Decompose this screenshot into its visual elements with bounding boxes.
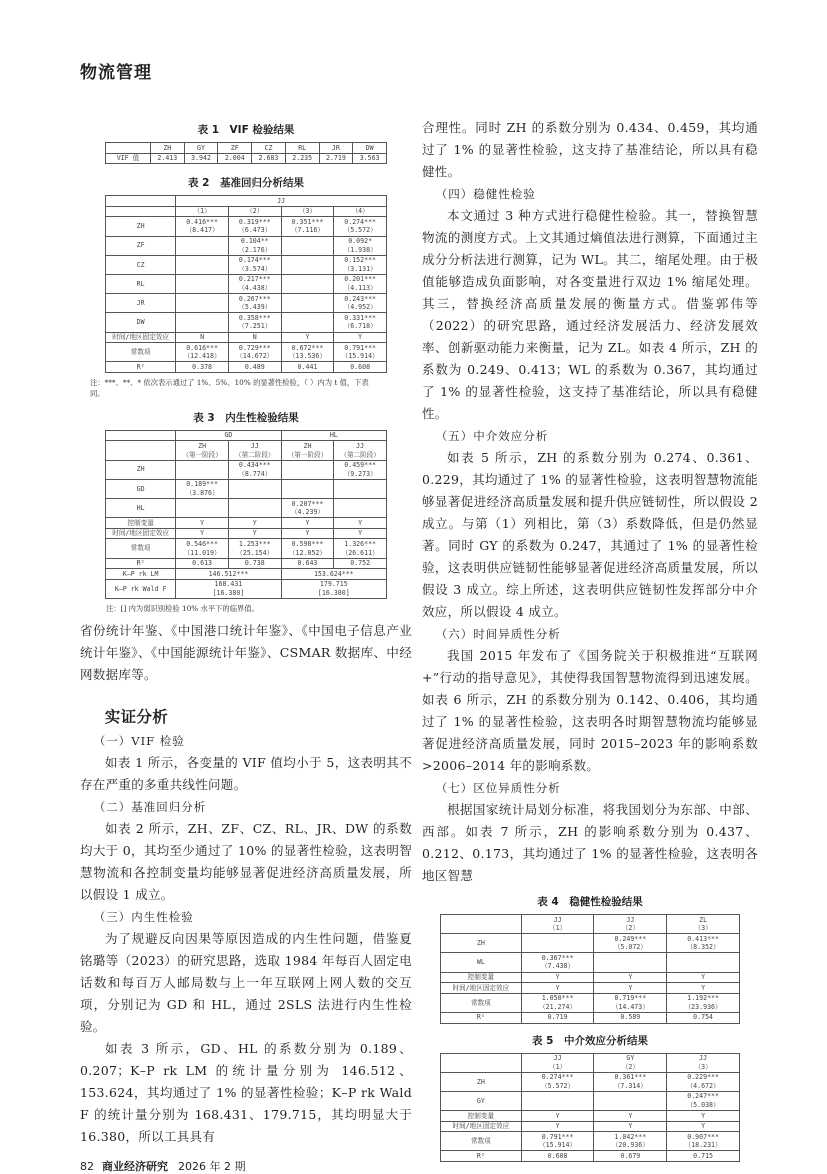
table-cell: ZF (218, 143, 252, 154)
table-row (106, 313, 387, 332)
row-label: R² (441, 1151, 522, 1162)
table-row (106, 430, 387, 441)
table-cell (521, 934, 594, 953)
row-label: R² (106, 362, 176, 373)
row-label: R² (106, 558, 176, 569)
paragraph-mediation: 如表 5 所示，ZH 的系数分别为 0.274、0.361、0.229，其均通过了 1% 的显著性检验，这表明智慧物流能够显著促进经济高质量发展和提升供应链韧性，所以假设 2 成立。与第（1）列相比，第（3）系数降低，但是仍然显著。同时 GY 的系数为 0.247，其通过了 1% 的显著性检验，这表明供应链韧性能够显著促进经济高质量发展，所以假设 3 成立。综上所述，这表明供应链韧性发挥部分中介效应，所以假设 4 成立。 (422, 450, 758, 619)
table-cell: 0.189*** （3.876） (176, 479, 229, 498)
table-row (106, 332, 387, 343)
table-cell (281, 460, 334, 479)
row-label (106, 196, 176, 207)
table-cell: Y (281, 332, 334, 343)
table-cell: Y (228, 528, 281, 539)
table-cell: JJ （第二阶段） (228, 441, 281, 460)
table-cell: 0.247*** （5.038） (667, 1091, 740, 1110)
table-cell: 0.267*** （5.439） (228, 294, 281, 313)
paragraph-time-heterogeneity: 我国 2015 年发布了《国务院关于积极推进“互联网+”行动的指导意见》，其使得我国智慧物流得到迅速发展。如表 6 所示，ZH 的系数分别为 0.142、0.406，其均通过了 1% 的显著性检验，这表明各时期智慧物流均能够显著促进经济高质量发展，同时 2015–2023 年的影响系数 >2006–2014 年的影响系数。 (422, 648, 758, 773)
row-label: HL (106, 499, 176, 518)
row-label: 时间/地区固定效应 (441, 1121, 522, 1132)
table-row (106, 539, 387, 558)
table-4-title: 表 4 稳健性检验结果 (537, 896, 643, 908)
table-cell: Y (594, 972, 667, 983)
table-cell: 0.378 (176, 362, 229, 373)
paragraph-robustness: 本文通过 3 种方式进行稳健性检验。其一，替换智慧物流的测度方式。上文其通过熵值法进行测算，下面通过主成分分析法进行测算，记为 WL。其二，缩尾处理。由于极值能够造成负面影响，对各变量进行双边 1% 缩尾处理。其三，替换经济高质量发展的衡量方式。借鉴郭伟等（2022）的研究思路，通过经济发展活力、经济发展效率、创新驱动能力来衡量，记为 ZL。如表 4 所示，ZH 的系数为 0.249、0.413；WL 的系数为 0.367，其均通过了 1% 的显著性检验，这支持了基准结论，所以具有稳健性。 (422, 208, 758, 421)
table-cell: 2.235 (285, 153, 319, 164)
table-cell: 0.907*** （18.231） (667, 1132, 740, 1151)
table-cell: 0.752 (334, 558, 387, 569)
row-label (106, 206, 176, 217)
table-cell: ZH (150, 143, 184, 154)
table-1-title: 表 1 VIF 检验结果 (197, 124, 295, 136)
table-cell (281, 313, 334, 332)
table-cell: 0.367*** （7.438） (521, 953, 594, 972)
page-footer (80, 1160, 412, 1174)
table-cell: 153.624*** (281, 569, 386, 580)
table-row (106, 558, 387, 569)
table-cell (281, 236, 334, 255)
table-3-title: 表 3 内生性检验结果 (193, 411, 299, 424)
table-row (441, 1053, 740, 1072)
table-cell (594, 1091, 667, 1110)
row-label: 时间/地区固定效应 (106, 332, 176, 343)
table-row (441, 1111, 740, 1122)
table-cell: 0.274*** （5.572） (521, 1072, 594, 1091)
table-cell: 1.253*** （25.154） (228, 539, 281, 558)
table-cell: Y (334, 528, 387, 539)
table-cell (281, 274, 334, 293)
table-row (106, 294, 387, 313)
table-cell: Y (334, 518, 387, 529)
table-5-title: 表 5 中介效应分析结果 (532, 1034, 648, 1047)
table-cell (228, 499, 281, 518)
table-cell: 0.459*** （9.273） (334, 460, 387, 479)
table-cell (667, 953, 740, 972)
table-cell: 2.004 (218, 153, 252, 164)
table-cell: 0.351*** （7.116） (281, 217, 334, 236)
row-label (106, 143, 151, 154)
table-cell: 0.791*** （15.914） (334, 343, 387, 362)
table-cell: RL (285, 143, 319, 154)
row-label: ZH (441, 934, 522, 953)
table-cell: 0.608 (521, 1151, 594, 1162)
table-cell (176, 255, 229, 274)
table-cell: 0.331*** （6.718） (334, 313, 387, 332)
table-cell: 0.358*** （7.251） (228, 313, 281, 332)
table-cell: 3.942 (184, 153, 218, 164)
table-cell: Y (521, 1111, 594, 1122)
table-row (106, 196, 387, 207)
table-cell: 0.104** （2.176） (228, 236, 281, 255)
table-cell: 0.791*** （15.914） (521, 1132, 594, 1151)
table-cell: 179.715 [16.380] (281, 579, 386, 598)
table-cell: Y (334, 332, 387, 343)
table-cell: 3.563 (353, 153, 387, 164)
table-cell: 0.729*** （14.672） (228, 343, 281, 362)
table-cell: 0.092* （1.938） (334, 236, 387, 255)
table-cell: 0.489 (228, 362, 281, 373)
table-cell: JJ (176, 196, 387, 207)
table-cell: Y (594, 1121, 667, 1132)
row-label: 时间/地区固定效应 (106, 528, 176, 539)
row-label: ZH (106, 460, 176, 479)
right-column (422, 117, 758, 1162)
table-row (106, 153, 387, 164)
table-row (106, 236, 387, 255)
table-cell: （3） (281, 206, 334, 217)
table-cell: 2.413 (150, 153, 184, 164)
table-cell: 146.512*** (176, 569, 281, 580)
table-cell: 1.192*** （23.936） (667, 993, 740, 1012)
table-row (441, 953, 740, 972)
table-cell: Y (521, 972, 594, 983)
row-label: GY (441, 1091, 522, 1110)
table-cell: 0.719 (521, 1012, 594, 1023)
page-number: 82 (80, 1159, 94, 1173)
table-row (106, 143, 387, 154)
table-row (106, 518, 387, 529)
table-cell (176, 274, 229, 293)
table-row (106, 579, 387, 598)
table-cell: 2.683 (252, 153, 286, 164)
table-cell: 1.050*** （21.274） (521, 993, 594, 1012)
table-cell (281, 479, 334, 498)
table-cell: （2） (228, 206, 281, 217)
subheading-robustness: （四）稳健性检验 (435, 187, 536, 201)
table-cell (521, 1091, 594, 1110)
table-cell: Y (521, 1121, 594, 1132)
table-5-mediation (440, 1053, 740, 1163)
row-label: DW (106, 313, 176, 332)
table-cell: 0.616*** （12.418） (176, 343, 229, 362)
table-cell: 0.152*** （3.131） (334, 255, 387, 274)
table-cell: HL (281, 430, 386, 441)
table-row (106, 441, 387, 460)
table-cell: GY (184, 143, 218, 154)
table-cell: 0.434*** （8.774） (228, 460, 281, 479)
table-cell: DW (353, 143, 387, 154)
table-row (441, 972, 740, 983)
table-cell (594, 953, 667, 972)
table-cell: 0.413*** （8.352） (667, 934, 740, 953)
table-cell: ZH （第一阶段） (281, 441, 334, 460)
left-column (80, 117, 412, 1174)
table-cell (228, 479, 281, 498)
table-cell: Y (281, 518, 334, 529)
table-cell (334, 499, 387, 518)
table-row (106, 255, 387, 274)
table-cell: JJ （1） (521, 915, 594, 934)
subheading-mediation: （五）中介效应分析 (435, 429, 549, 443)
row-label (441, 1053, 522, 1072)
row-label: 时间/地区固定效应 (441, 983, 522, 994)
row-label (441, 915, 522, 934)
table-cell (281, 294, 334, 313)
table-row (106, 499, 387, 518)
table-row (106, 460, 387, 479)
issue: 2026 年 2 期 (178, 1159, 246, 1173)
table-cell: N (176, 332, 229, 343)
row-label: 常数项 (106, 343, 176, 362)
subheading-baseline: （二）基准回归分析 (93, 799, 207, 814)
table-row (106, 343, 387, 362)
table-cell: JJ （3） (667, 1053, 740, 1072)
table-row (106, 206, 387, 217)
table-cell: JJ （1） (521, 1053, 594, 1072)
section-heading: 实证分析 (104, 707, 168, 726)
right-body-text (422, 117, 758, 887)
table-cell (176, 313, 229, 332)
row-label: ZH (441, 1072, 522, 1091)
table-cell: 0.719*** （14.473） (594, 993, 667, 1012)
table-4-robustness (440, 914, 740, 1024)
row-label: WL (441, 953, 522, 972)
journal-section-header: 物流管理 (80, 63, 152, 83)
table-cell: Y (667, 972, 740, 983)
row-label: 控制变量 (441, 1111, 522, 1122)
table-row (441, 1091, 740, 1110)
table-row (441, 993, 740, 1012)
table-cell: 0.715 (667, 1151, 740, 1162)
table-2-note: 注：***、**、* 依次表示通过了 1%、5%、10% 的显著性检验，（ ）内为 t 值，下表同。 (90, 377, 369, 398)
paragraph-baseline: 如表 2 所示，ZH、ZF、CZ、RL、JR、DW 的系数均大于 0，其均至少通过了 10% 的显著性检验，这表明智慧物流和各控制变量均能够显著促进经济高质量发展，所以假设 1 成立。 (80, 820, 412, 902)
table-cell: JJ （2） (594, 915, 667, 934)
table-cell: 0.249*** （5.072） (594, 934, 667, 953)
table-cell: ZL （3） (667, 915, 740, 934)
table-cell: Y (176, 528, 229, 539)
row-label: 常数项 (441, 1132, 522, 1151)
table-row (106, 274, 387, 293)
row-label (106, 441, 176, 460)
table-cell: Y (594, 1111, 667, 1122)
table-3-note: 注：[] 内为弱识别检验 10% 水平下的临界值。 (106, 603, 259, 613)
table-cell: （1） (176, 206, 229, 217)
table-cell: N (228, 332, 281, 343)
table-cell: 0.274*** （5.572） (334, 217, 387, 236)
table-cell: 0.598*** （12.052） (281, 539, 334, 558)
table-row (106, 569, 387, 580)
table-row (441, 1132, 740, 1151)
table-cell (176, 460, 229, 479)
table-cell: 0.361*** （7.314） (594, 1072, 667, 1091)
table-row (106, 362, 387, 373)
table-cell: 2.719 (319, 153, 353, 164)
table-cell: 0.229*** （4.672） (667, 1072, 740, 1091)
table-row (441, 1072, 740, 1091)
row-label: 控制变量 (441, 972, 522, 983)
table-cell: GD (176, 430, 281, 441)
table-cell: 0.416*** （8.417） (176, 217, 229, 236)
row-label: CZ (106, 255, 176, 274)
row-label: K–P rk LM (106, 569, 176, 580)
table-row (106, 528, 387, 539)
row-label: 控制变量 (106, 518, 176, 529)
table-cell: 0.207*** （4.239） (281, 499, 334, 518)
table-cell: Y (667, 1111, 740, 1122)
table-cell: Y (176, 518, 229, 529)
table-cell: 0.546*** （11.019） (176, 539, 229, 558)
table-cell: GY （2） (594, 1053, 667, 1072)
table-cell: CZ (252, 143, 286, 154)
table-cell (281, 255, 334, 274)
table-cell: 1.326*** （26.611） (334, 539, 387, 558)
table-cell: 0.201*** （4.113） (334, 274, 387, 293)
table-cell: 0.217*** （4.438） (228, 274, 281, 293)
row-label: ZF (106, 236, 176, 255)
journal-name: 商业经济研究 (102, 1159, 168, 1173)
paragraph-endogeneity-cont: 合理性。同时 ZH 的系数分别为 0.434、0.459，其均通过了 1% 的显著性检验，这支持了基准结论，所以具有稳健性。 (422, 120, 758, 179)
row-label: ZH (106, 217, 176, 236)
row-label: 常数项 (441, 993, 522, 1012)
table-row (441, 983, 740, 994)
table-cell: 0.319*** （6.473） (228, 217, 281, 236)
row-label: 常数项 (106, 539, 176, 558)
table-cell: 0.441 (281, 362, 334, 373)
paragraph-region-heterogeneity: 根据国家统计局划分标准，将我国划分为东部、中部、西部。如表 7 所示，ZH 的影响系数分别为 0.437、0.212、0.173，其均通过了 1% 的显著性检验，这表明各地区智慧 (422, 802, 758, 883)
table-row (441, 915, 740, 934)
table-cell: 0.754 (667, 1012, 740, 1023)
table-cell: 168.431 [16.380] (176, 579, 281, 598)
paragraph-endogeneity-2: 如表 3 所示，GD、HL 的系数分别为 0.189、0.207；K–P rk LM 的统计量分别为 146.512、153.624，其均通过了 1% 的显著性检验；K–P rk Wald F 的统计量分别为 168.431、179.715，其均明显大于 16.380，所以工具具有 (80, 1040, 412, 1144)
table-cell: 0.243*** （4.952） (334, 294, 387, 313)
subheading-endogeneity: （三）内生性检验 (93, 909, 194, 924)
table-cell: 0.608 (334, 362, 387, 373)
paragraph-data-sources: 省份统计年鉴、《中国港口统计年鉴》、《中国电子信息产业统计年鉴》、《中国能源统计年鉴》、CSMAR 数据库、中经网数据库等。 (80, 622, 412, 682)
table-row (106, 217, 387, 236)
table-3-endogeneity (105, 430, 387, 599)
table-cell: Y (667, 983, 740, 994)
table-cell: ZH （第一阶段） (176, 441, 229, 460)
table-cell: 0.672*** （13.536） (281, 343, 334, 362)
table-row (441, 1012, 740, 1023)
row-label: RL (106, 274, 176, 293)
row-label: VIF 值 (106, 153, 151, 164)
row-label (106, 430, 176, 441)
table-cell: Y (594, 983, 667, 994)
table-row (441, 1151, 740, 1162)
left-body-text (80, 620, 412, 1148)
table-1-vif (105, 142, 387, 164)
table-cell (176, 499, 229, 518)
table-cell: 0.589 (594, 1012, 667, 1023)
table-2-baseline-regression (105, 195, 387, 373)
subheading-region-heterogeneity: （七）区位异质性分析 (435, 781, 561, 795)
paragraph-endogeneity-1: 为了规避反向因果等原因造成的内生性问题，借鉴夏铭璐等（2023）的研究思路，选取 1984 年每百人固定电话数和每百万人邮局数与上一年互联网上网人数的交互项，分别记为 GD 和 HL，通过 2SLS 法进行内生性检验。 (80, 930, 412, 1034)
table-cell: Y (228, 518, 281, 529)
row-label: GD (106, 479, 176, 498)
table-cell: 0.643 (281, 558, 334, 569)
row-label: K–P rk Wald F (106, 579, 176, 598)
table-row (106, 479, 387, 498)
table-cell: 0.174*** （3.574） (228, 255, 281, 274)
table-cell: 0.738 (228, 558, 281, 569)
table-cell: JJ （第二阶段） (334, 441, 387, 460)
paragraph-vif: 如表 1 所示，各变量的 VIF 值均小于 5，这表明其不存在严重的多重共线性问题。 (80, 754, 412, 792)
table-row (441, 934, 740, 953)
row-label: R² (441, 1012, 522, 1023)
subheading-time-heterogeneity: （六）时间异质性分析 (435, 627, 561, 641)
table-cell: Y (281, 528, 334, 539)
table-cell (334, 479, 387, 498)
subheading-vif: （一）VIF 检验 (93, 733, 185, 748)
row-label: JR (106, 294, 176, 313)
table-cell: 1.042*** （20.936） (594, 1132, 667, 1151)
table-row (441, 1121, 740, 1132)
table-cell: 0.679 (594, 1151, 667, 1162)
table-2-title: 表 2 基准回归分析结果 (188, 177, 304, 190)
table-cell (176, 294, 229, 313)
table-cell: Y (521, 983, 594, 994)
table-cell: Y (667, 1121, 740, 1132)
table-cell: 0.613 (176, 558, 229, 569)
table-cell: JR (319, 143, 353, 154)
table-cell: （4） (334, 206, 387, 217)
table-cell (176, 236, 229, 255)
